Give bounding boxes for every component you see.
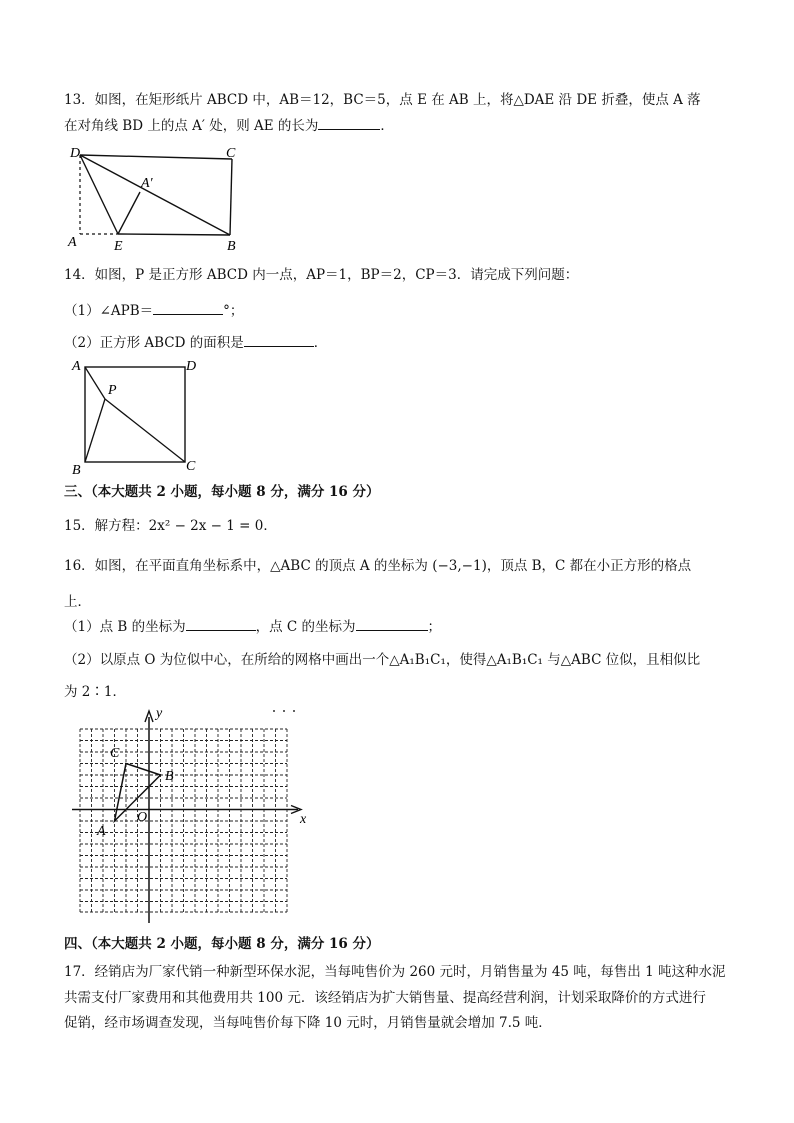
y-axis-label: y <box>156 706 163 721</box>
section-4-heading: 四、（本大题共 2 小题，每小题 8 分，满分 16 分） <box>64 936 380 952</box>
q13-figure <box>62 142 252 257</box>
q13-label-d: D <box>70 146 81 161</box>
q16-part1-end: ； <box>427 619 442 635</box>
label-c: C <box>110 746 120 761</box>
q16-part1-text: （1）点 B 的坐标为 <box>64 619 186 635</box>
q13-answer-blank[interactable] <box>318 115 380 130</box>
q16-b-coord-blank[interactable] <box>186 616 256 631</box>
q17-line3: 促销，经市场调查发现，当每吨售价每下降 10 元时，月销售量就会增加 7.5 吨． <box>64 1015 552 1031</box>
q13-label-e: E <box>114 239 123 254</box>
q16-part1 <box>64 616 441 637</box>
label-o: O <box>137 810 148 825</box>
q16-coordinate-grid <box>62 703 322 925</box>
q13-text: 在对角线 BD 上的点 A′ 处，则 AE 的长为 <box>64 118 319 134</box>
q16-c-coord-blank[interactable] <box>356 616 428 631</box>
section-3-heading: 三、（本大题共 2 小题，每小题 8 分，满分 16 分） <box>64 484 380 500</box>
q14-part1 <box>64 300 243 321</box>
q14-part1-text: （1）∠APB＝ <box>64 303 154 319</box>
q14-label-a: A <box>72 359 81 374</box>
label-b: B <box>165 769 174 784</box>
q14-part2-blank[interactable] <box>244 332 314 347</box>
q16-line2: 上． <box>64 594 91 610</box>
q14-line1: 14．如图，P 是正方形 ABCD 内一点，AP＝1，BP＝2，CP＝3．请完成下列问题： <box>64 267 579 283</box>
q14-figure <box>66 356 206 476</box>
q14-label-b: B <box>72 463 81 476</box>
q16-part2: （2）以原点 O 为位似中心，在所给的网格中画出一个△A₁B₁C₁，使得△A₁B₁C₁ 与△ABC 位似，且相似比 <box>64 652 701 668</box>
q15-text: 15．解方程：2x² − 2x − 1 = 0． <box>64 518 277 534</box>
q14-part1-end: °； <box>223 303 244 319</box>
q14-label-d: D <box>186 359 197 374</box>
q17-line2: 共需支付厂家费用和其他费用共 100 元．该经销店为扩大销售量、提高经营利润，计划采取降价的方式进行 <box>64 990 706 1006</box>
q14-part2-end: ． <box>313 335 328 351</box>
q13-label-c: C <box>226 146 236 161</box>
q14-label-c: C <box>186 459 196 474</box>
q13-end: ． <box>380 118 394 134</box>
q13-line1: 13．如图，在矩形纸片 ABCD 中，AB＝12，BC＝5，点 E 在 AB 上，将△DAE 沿 DE 折叠，使点 A 落 <box>64 92 701 108</box>
x-axis-label: x <box>300 812 307 827</box>
q13-label-a: A <box>68 235 77 250</box>
q13-label-a-prime: A′ <box>141 176 153 191</box>
q13-label-b: B <box>227 239 236 254</box>
q17-line1: 17．经销店为厂家代销一种新型环保水泥，当每吨售价为 260 元时，月销售量为 45 吨，每售出 1 吨这种水泥 <box>64 964 726 980</box>
q14-part2 <box>64 332 327 353</box>
q16-part1-mid: ，点 C 的坐标为 <box>255 619 356 635</box>
q16-line1: 16．如图，在平面直角坐标系中，△ABC 的顶点 A 的坐标为 (−3,−1)，顶点 B，C 都在小正方形的格点 <box>64 558 692 574</box>
label-a: A <box>97 824 106 839</box>
q14-part1-blank[interactable] <box>153 300 223 315</box>
top-dots <box>273 710 295 712</box>
q14-part2-text: （2）正方形 ABCD 的面积是 <box>64 335 244 351</box>
q14-label-p: P <box>108 383 117 398</box>
q16-part2-cont: 为 2∶1． <box>64 684 126 700</box>
q13-line2 <box>64 115 394 136</box>
